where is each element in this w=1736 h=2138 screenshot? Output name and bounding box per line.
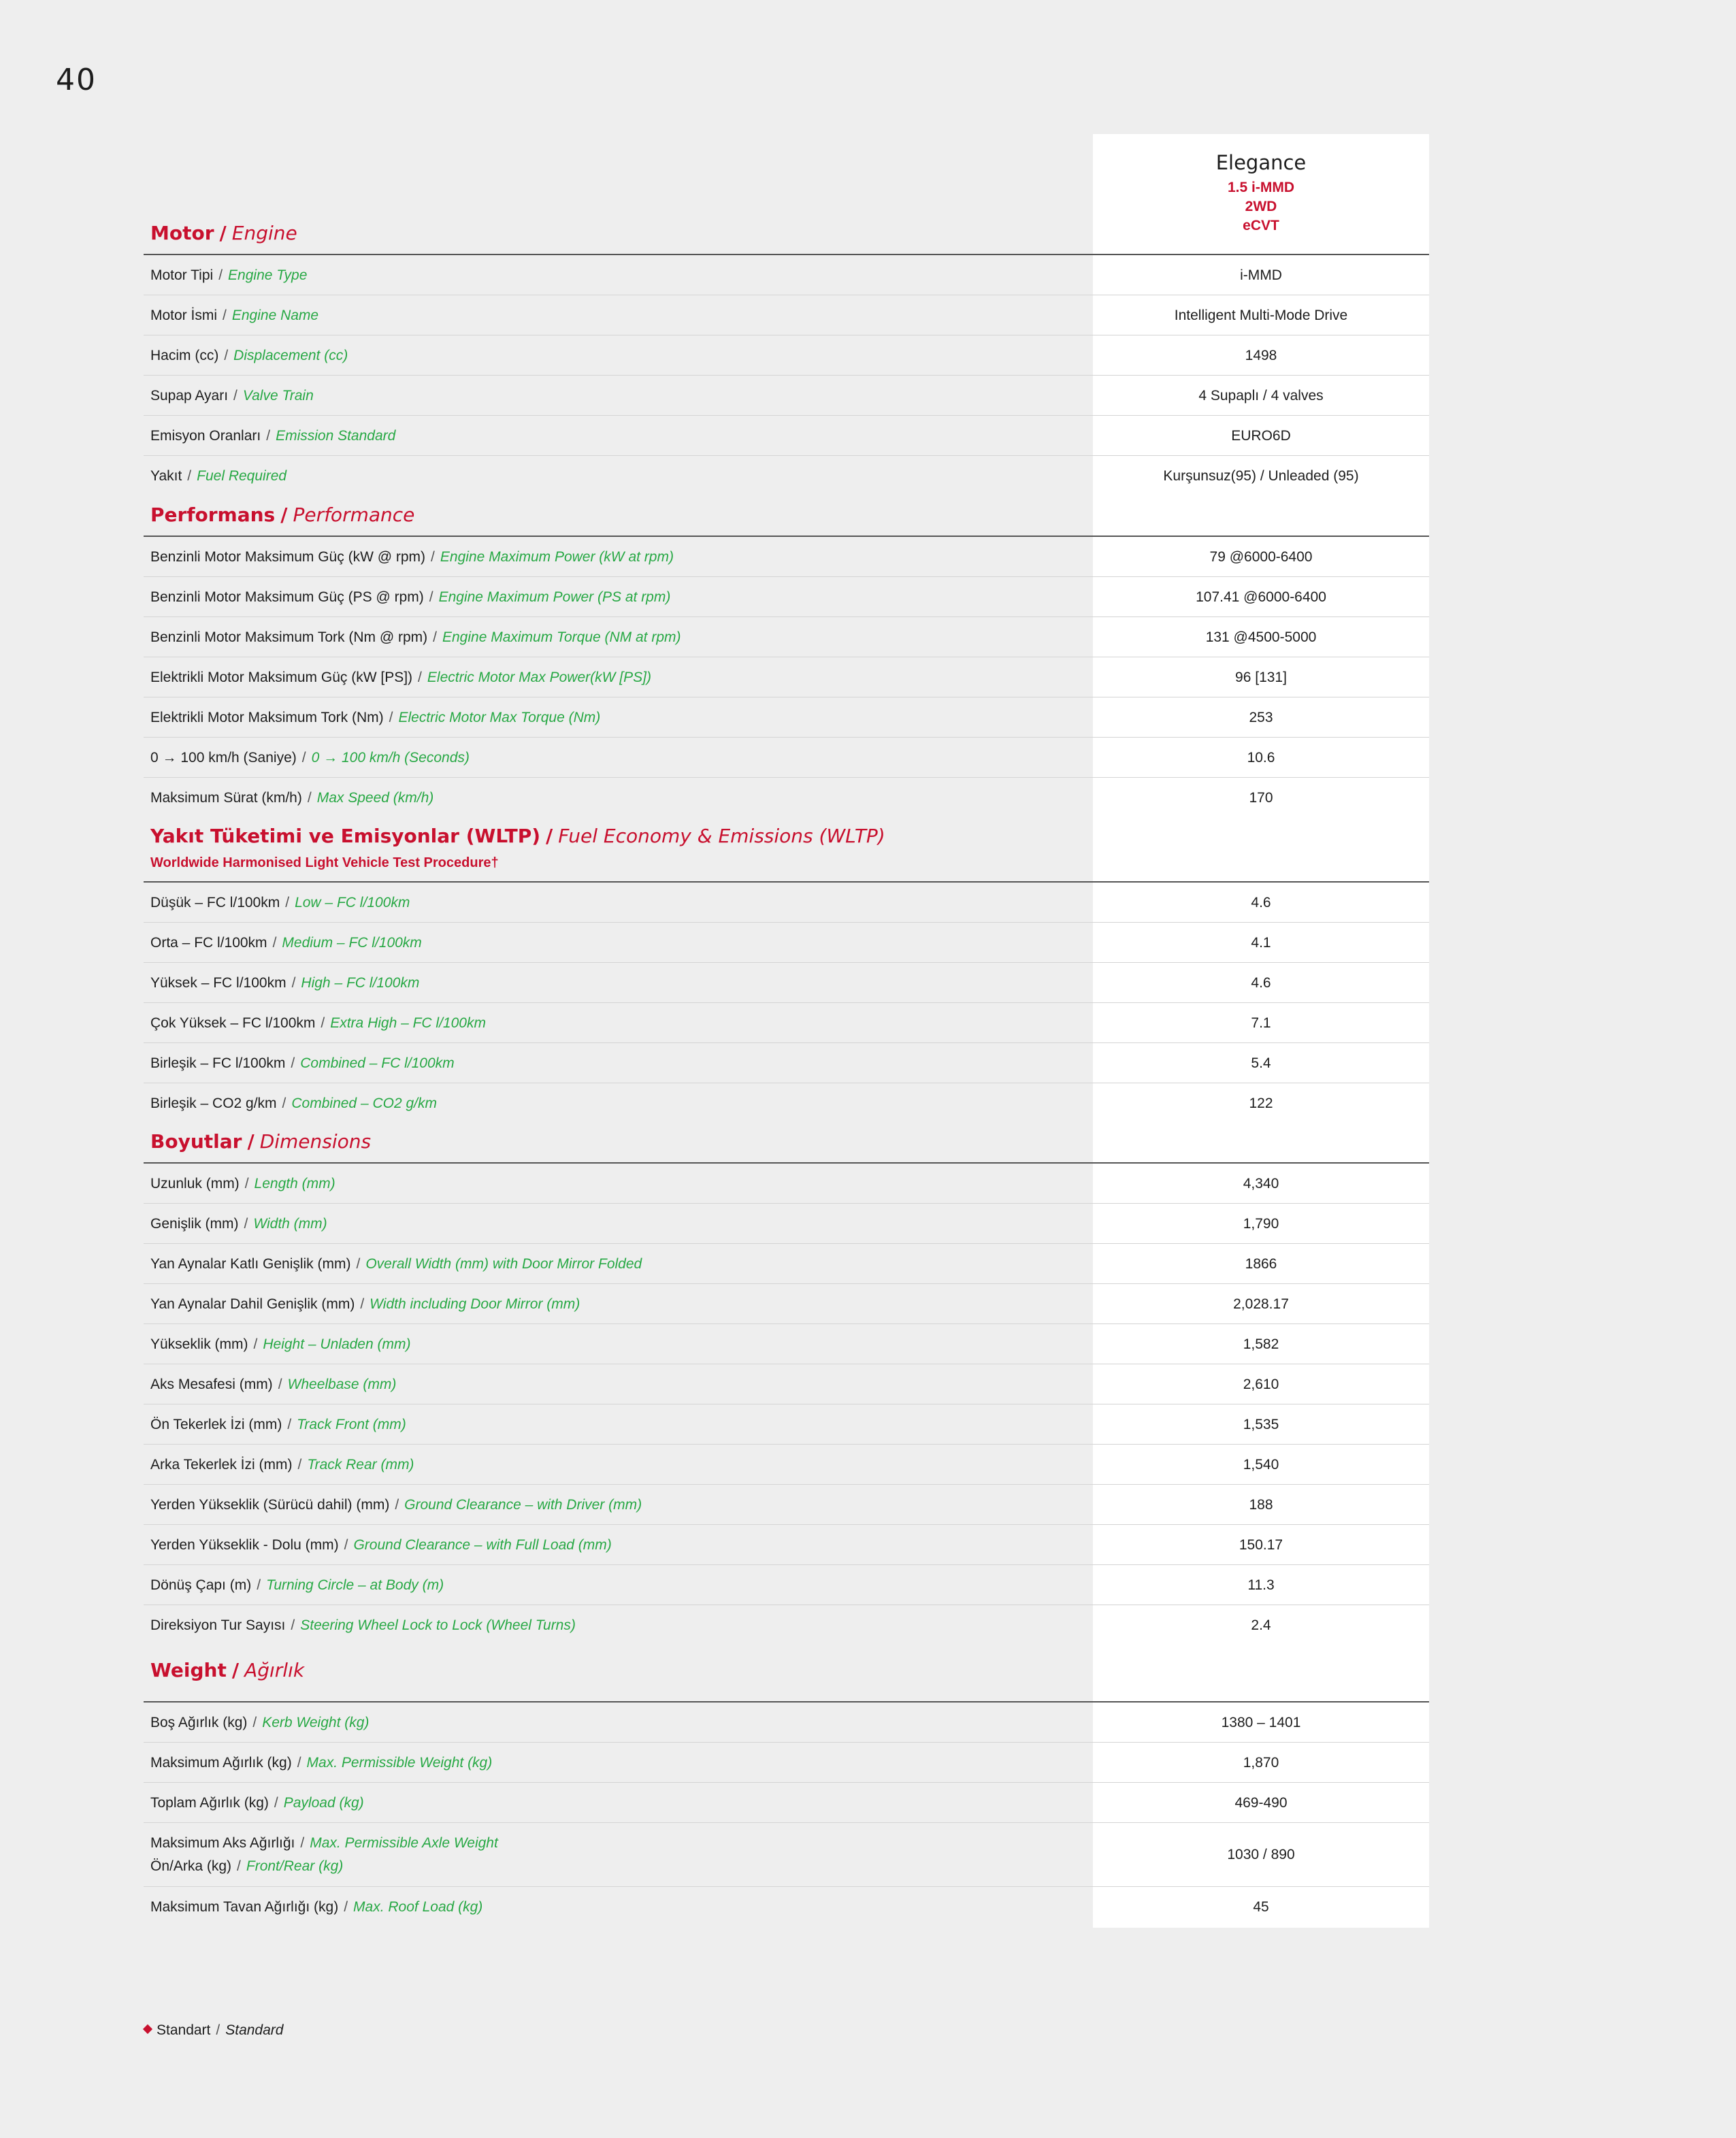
section-subtitle: Worldwide Harmonised Light Vehicle Test Procedure† [150, 855, 499, 870]
spec-row [144, 335, 1429, 376]
legend-en: Standard [225, 2022, 284, 2038]
spec-row [144, 537, 1429, 577]
spec-row [144, 1244, 1429, 1284]
spec-row [144, 1565, 1429, 1605]
row-value: 1,870 [1243, 1754, 1279, 1771]
row-label: Direksiyon Tur Sayısı / Steering Wheel Lock to Lock (Wheel Turns) [150, 1617, 576, 1633]
section-title-performance: Performans / Performance [150, 504, 415, 526]
row-value: 1,790 [1243, 1215, 1279, 1232]
row-label: Orta – FC l/100km / Medium – FC l/100km [150, 934, 422, 951]
row-value: 2.4 [1251, 1617, 1271, 1633]
row-label: Birleşik – FC l/100km / Combined – FC l/100km [150, 1055, 455, 1071]
legend-tr: Standart [157, 2022, 211, 2038]
spec-row [144, 1364, 1429, 1404]
row-value: Intelligent Multi-Mode Drive [1174, 307, 1348, 323]
row-value: 4,340 [1243, 1175, 1279, 1191]
spec-row [144, 923, 1429, 963]
row-label: Boş Ağırlık (kg) / Kerb Weight (kg) [150, 1714, 370, 1730]
row-label: Toplam Ağırlık (kg) / Payload (kg) [150, 1794, 364, 1811]
row-value: 188 [1249, 1496, 1273, 1513]
section-title-weight: Weight / Ağırlık [150, 1659, 305, 1681]
row-value: 2,610 [1243, 1376, 1279, 1392]
row-label: Yerden Yükseklik (Sürücü dahil) (mm) / Ground Clearance – with Driver (mm) [150, 1496, 642, 1513]
row-value: 1,540 [1243, 1456, 1279, 1473]
row-label: Maksimum Ağırlık (kg) / Max. Permissible Weight (kg) [150, 1754, 493, 1771]
section-title-fuel: Yakıt Tüketimi ve Emisyonlar (WLTP) / Fuel Economy & Emissions (WLTP) [150, 825, 885, 847]
section-title-tr: Yakıt Tüketimi ve Emisyonlar (WLTP) [150, 825, 541, 847]
row-label: Arka Tekerlek İzi (mm) / Track Rear (mm) [150, 1456, 414, 1473]
spec-row [144, 1485, 1429, 1525]
section-title-en: Fuel Economy & Emissions (WLTP) [558, 825, 885, 847]
spec-row [144, 1743, 1429, 1783]
section-title-tr: Weight [150, 1659, 227, 1681]
row-value: 4.6 [1251, 974, 1271, 991]
spec-row [144, 617, 1429, 657]
spec-row [144, 577, 1429, 617]
column-header [1093, 151, 1429, 235]
row-label: Uzunluk (mm) / Length (mm) [150, 1175, 335, 1191]
spec-row [144, 1445, 1429, 1485]
page-number: 40 [56, 63, 97, 97]
row-value: 2,028.17 [1233, 1296, 1289, 1312]
spec-row [144, 778, 1429, 818]
spec-row [144, 1324, 1429, 1364]
section-title-tr: Performans [150, 504, 276, 526]
section-title-en: Engine [231, 222, 297, 244]
section-title-en: Dimensions [259, 1130, 372, 1153]
row-value: 4.6 [1251, 894, 1271, 910]
row-label: Yakıt / Fuel Required [150, 467, 287, 484]
row-value: 79 @6000-6400 [1209, 548, 1313, 565]
spec-row [144, 1887, 1429, 1928]
spec-line: eCVT [1243, 218, 1279, 233]
row-label: Benzinli Motor Maksimum Tork (Nm @ rpm) / Engine Maximum Torque (NM at rpm) [150, 629, 681, 645]
row-label: Maksimum Tavan Ağırlığı (kg) / Max. Roof Load (kg) [150, 1899, 483, 1915]
spec-row [144, 1083, 1429, 1123]
spec-row [144, 697, 1429, 738]
row-label: Düşük – FC l/100km / Low – FC l/100km [150, 894, 410, 910]
row-value: 10.6 [1247, 749, 1275, 766]
grade-name: Elegance [1215, 151, 1307, 174]
spec-row [144, 1525, 1429, 1565]
section-title-tr: Motor [150, 222, 214, 244]
row-value: i-MMD [1240, 267, 1282, 283]
row-value: 11.3 [1247, 1577, 1275, 1593]
spec-row [144, 1003, 1429, 1043]
row-value: 150.17 [1239, 1536, 1283, 1553]
row-label: Emisyon Oranları / Emission Standard [150, 427, 396, 444]
section-title-tr: Boyutlar [150, 1130, 242, 1153]
row-value: 131 @4500-5000 [1205, 629, 1317, 645]
spec-row [144, 738, 1429, 778]
standard-diamond-icon [143, 2024, 152, 2034]
row-value: 4 Supaplı / 4 valves [1198, 387, 1324, 404]
row-label: Yüksek – FC l/100km / High – FC l/100km [150, 974, 420, 991]
spec-row [144, 416, 1429, 456]
row-label: Maksimum Sürat (km/h) / Max Speed (km/h) [150, 789, 434, 806]
row-label: Maksimum Aks Ağırlığı / Max. Permissible Axle Weight Ön/Arka (kg) / Front/Rear (kg) [150, 1835, 498, 1874]
spec-row [144, 1783, 1429, 1823]
spec-row [144, 376, 1429, 416]
row-value: 1,582 [1243, 1336, 1279, 1352]
row-label: Genişlik (mm) / Width (mm) [150, 1215, 327, 1232]
row-label: Çok Yüksek – FC l/100km / Extra High – FC l/100km [150, 1015, 486, 1031]
section-title-en: Ağırlık [244, 1659, 305, 1681]
footer-legend: Standart / Standard [144, 2022, 283, 2039]
row-label: 0 → 100 km/h (Saniye) / 0 → 100 km/h (Seconds) [150, 749, 470, 766]
spec-row [144, 883, 1429, 923]
row-label: Benzinli Motor Maksimum Güç (PS @ rpm) / Engine Maximum Power (PS at rpm) [150, 589, 671, 605]
spec-line: 1.5 i-MMD [1227, 180, 1294, 195]
section-title-en: Performance [293, 504, 415, 526]
spec-row [144, 1164, 1429, 1204]
row-label: Ön Tekerlek İzi (mm) / Track Front (mm) [150, 1416, 406, 1432]
row-label: Benzinli Motor Maksimum Güç (kW @ rpm) / Engine Maximum Power (kW at rpm) [150, 548, 674, 565]
row-value: 107.41 @6000-6400 [1196, 589, 1326, 605]
row-label: Motor Tipi / Engine Type [150, 267, 308, 283]
row-label: Motor İsmi / Engine Name [150, 307, 319, 323]
row-label: Yerden Yükseklik - Dolu (mm) / Ground Clearance – with Full Load (mm) [150, 1536, 612, 1553]
row-value: 170 [1249, 789, 1273, 806]
row-value: 1866 [1245, 1255, 1277, 1272]
row-value: Kurşunsuz(95) / Unleaded (95) [1163, 467, 1359, 484]
spec-row [144, 1605, 1429, 1645]
row-value: 4.1 [1251, 934, 1271, 951]
row-value: 1,535 [1243, 1416, 1279, 1432]
spec-row [144, 295, 1429, 335]
row-value: 1030 / 890 [1227, 1847, 1295, 1862]
row-value: 45 [1253, 1899, 1269, 1915]
row-value: 469-490 [1234, 1794, 1288, 1811]
row-value: 96 [131] [1235, 669, 1287, 685]
row-label: Hacim (cc) / Displacement (cc) [150, 347, 348, 363]
spec-row [144, 963, 1429, 1003]
row-value: 122 [1249, 1095, 1273, 1111]
row-value: 253 [1249, 709, 1273, 725]
row-label: Yükseklik (mm) / Height – Unladen (mm) [150, 1336, 411, 1352]
section-title-dimensions: Boyutlar / Dimensions [150, 1130, 372, 1153]
row-value: 5.4 [1251, 1055, 1271, 1071]
spec-row [144, 657, 1429, 697]
row-value: EURO6D [1231, 427, 1291, 444]
spec-row [144, 456, 1429, 496]
spec-row [144, 1823, 1429, 1887]
spec-row [144, 1404, 1429, 1445]
row-label: Dönüş Çapı (m) / Turning Circle – at Body (m) [150, 1577, 444, 1593]
row-label: Elektrikli Motor Maksimum Güç (kW [PS]) / Electric Motor Max Power(kW [PS]) [150, 669, 651, 685]
row-label: Elektrikli Motor Maksimum Tork (Nm) / Electric Motor Max Torque (Nm) [150, 709, 601, 725]
row-value: 7.1 [1251, 1015, 1271, 1031]
spec-row [144, 1284, 1429, 1324]
row-label: Birleşik – CO2 g/km / Combined – CO2 g/km [150, 1095, 437, 1111]
row-label: Yan Aynalar Katlı Genişlik (mm) / Overall Width (mm) with Door Mirror Folded [150, 1255, 642, 1272]
section-title-engine: Motor / Engine [150, 222, 297, 244]
spec-row [144, 1043, 1429, 1083]
row-label: Yan Aynalar Dahil Genişlik (mm) / Width including Door Mirror (mm) [150, 1296, 580, 1312]
spec-line: 2WD [1245, 199, 1277, 214]
spec-row [144, 1204, 1429, 1244]
row-label: Supap Ayarı / Valve Train [150, 387, 314, 404]
row-label: Aks Mesafesi (mm) / Wheelbase (mm) [150, 1376, 397, 1392]
row-value: 1498 [1245, 347, 1277, 363]
spec-row [144, 1703, 1429, 1743]
row-value: 1380 – 1401 [1221, 1714, 1301, 1730]
spec-row [144, 255, 1429, 295]
